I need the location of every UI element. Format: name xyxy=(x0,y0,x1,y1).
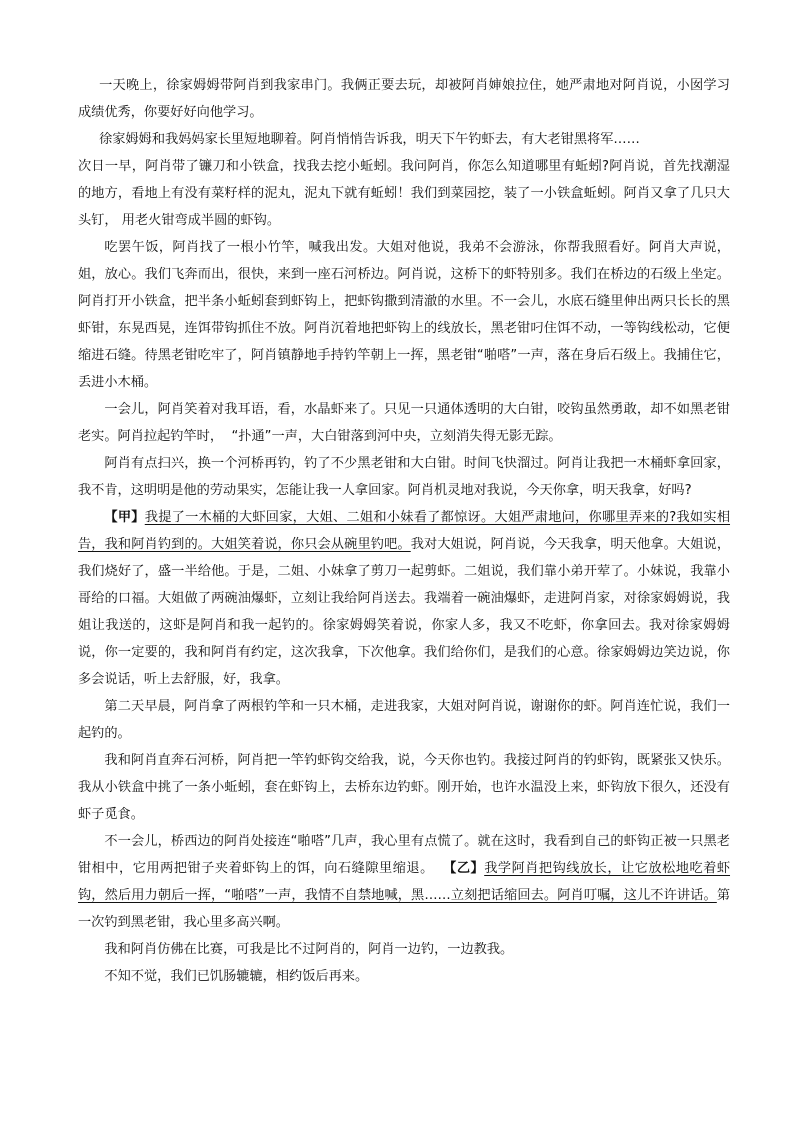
paragraph-10-rest: 第一次钓到黑老钳，我心里多高兴啊。 xyxy=(78,888,730,930)
underlined-passage-jia: 我提了一木桶的大虾回家，大姐、二姐和小妹看了都惊讶。大姐严肃地问，你哪里弄来的?我如实相告，我和阿肖钓到的。大姐笑着说，你只会从碗里钓吧。 xyxy=(78,510,731,552)
paragraph-12: 不知不觉，我们已饥肠辘辘，相约饭后再来。 xyxy=(104,969,369,984)
paragraph-8: 第二天早晨，阿肖拿了两根钓竿和一只木桶，走进我家，大姐对阿肖说，谢谢你的虾。阿肖连忙说，我们一起钓的。 xyxy=(78,699,730,741)
document-page xyxy=(78,72,730,990)
paragraph-10-yi xyxy=(78,828,730,936)
paragraph-4: 吃罢午饭，阿肖找了一根小竹竿，喊我出发。大姐对他说，我弟不会游泳，你帮我照看好。阿肖大声说，姐，放心。我们飞奔而出，很快，来到一座石河桥边。阿肖说，这桥下的虾特别多。我们在桥边的石级上坐定。阿肖打开小铁盒，把半条小蚯蚓套到虾钩上，把虾钩撒到清澈的水里。不一会儿，水底石缝里伸出两只长长的黑虾钳，东晃西晃，连饵带钩抓住不放。阿肖沉着地把虾钩上的线放长，黑老钳叼住饵不动，一等钩线松动，它便缩进石缝。待黑老钳吃牢了，阿肖镇静地手持钓竿朝上一挥，黑老钳“啪嗒”一声，落在身后石级上。我捕住它，丢进小木桶。 xyxy=(78,240,730,390)
paragraph-1: 一天晚上，徐家姆姆带阿肖到我家串门。我俩正要去玩，却被阿肖婶娘拉住，她严肃地对阿肖说，小囡学习成绩优秀，你要好好向他学习。 xyxy=(78,78,730,120)
passage-marker-yi: 【乙】 xyxy=(443,861,485,876)
passage-marker-jia: 【甲】 xyxy=(104,510,145,525)
paragraph-9: 我和阿肖直奔石河桥，阿肖把一竿钓虾钩交给我，说，今天你也钓。我接过阿肖的钓虾钩，既紧张又快乐。我从小铁盒中挑了一条小蚯蚓，套在虾钩上，去桥东边钓虾。刚开始，也许水温没上来，虾钩放下很久，还没有虾子觅食。 xyxy=(78,753,730,822)
paragraph-2: 徐家姆姆和我妈妈家长里短地聊着。阿肖悄悄告诉我，明天下午钓虾去，有大老钳黑将军…… xyxy=(99,132,640,147)
paragraph-7-jia xyxy=(78,504,730,693)
underlined-passage-yi: 我学阿肖把钩线放长，让它放松地吃着虾钩，然后用力朝后一挥，“啪嗒”一声，我情不自禁地喊，黑……立刻把话缩回去。阿肖叮嘱，这儿不许讲话。 xyxy=(78,861,731,903)
paragraph-7-rest: 我对大姐说，阿肖说，今天我拿，明天他拿。大姐说，我们烧好了，盛一半给他。于是，二姐、小妹拿了剪刀一起剪虾。二姐说，我们靠小弟开荤了。小妹说，我靠小哥给的口福。大姐做了两碗油爆虾，立刻让我给阿肖送去。我端着一碗油爆虾，走进阿肖家，对徐家姆姆说，我姐让我送的，这虾是阿肖和我一起钓的。徐家姆姆笑着说，你家人多，我又不吃虾，你拿回去。我对徐家姆姆说，你一定要的，我和阿肖有约定，这次我拿，下次他拿。我们给你们，是我们的心意。徐家姆姆边笑边说，你多会说话，听上去舒服，好，我拿。 xyxy=(78,537,731,687)
paragraph-6: 阿肖有点扫兴，换一个河桥再钓，钓了不少黑老钳和大白钳。时间飞快溜过。阿肖让我把一木桶虾拿回家，我不肯，这明明是他的劳动果实，怎能让我一人拿回家。阿肖机灵地对我说，今天你拿，明天我拿，好吗? xyxy=(78,456,730,498)
paragraph-3: 次日一早，阿肖带了镰刀和小铁盒，找我去挖小蚯蚓。我问阿肖，你怎么知道哪里有蚯蚓?阿肖说，首先找潮湿的地方，看地上有没有菜籽样的泥丸，泥丸下就有蚯蚓！我们到菜园挖，装了一小铁盒蚯蚓。阿肖又拿了几只大头钉， 用老火钳弯成半圆的虾钩。 xyxy=(78,159,730,228)
paragraph-5: 一会儿，阿肖笑着对我耳语，看，水晶虾来了。只见一只通体透明的大白钳，咬钩虽然勇敢，却不如黑老钳老实。阿肖拉起钓竿时， “扑通”一声，大白钳落到河中央，立刻消失得无影无踪。 xyxy=(78,402,730,444)
paragraph-10-lead: 不一会儿，桥西边的阿肖处接连“啪嗒”几声，我心里有点慌了。就在这时，我看到自己的虾钩正被一只黑老钳相中，它用两把钳子夹着虾钩上的饵，向石缝隙里缩退。 xyxy=(78,834,730,876)
paragraph-11: 我和阿肖仿佛在比赛，可我是比不过阿肖的，阿肖一边钓，一边教我。 xyxy=(104,942,514,957)
